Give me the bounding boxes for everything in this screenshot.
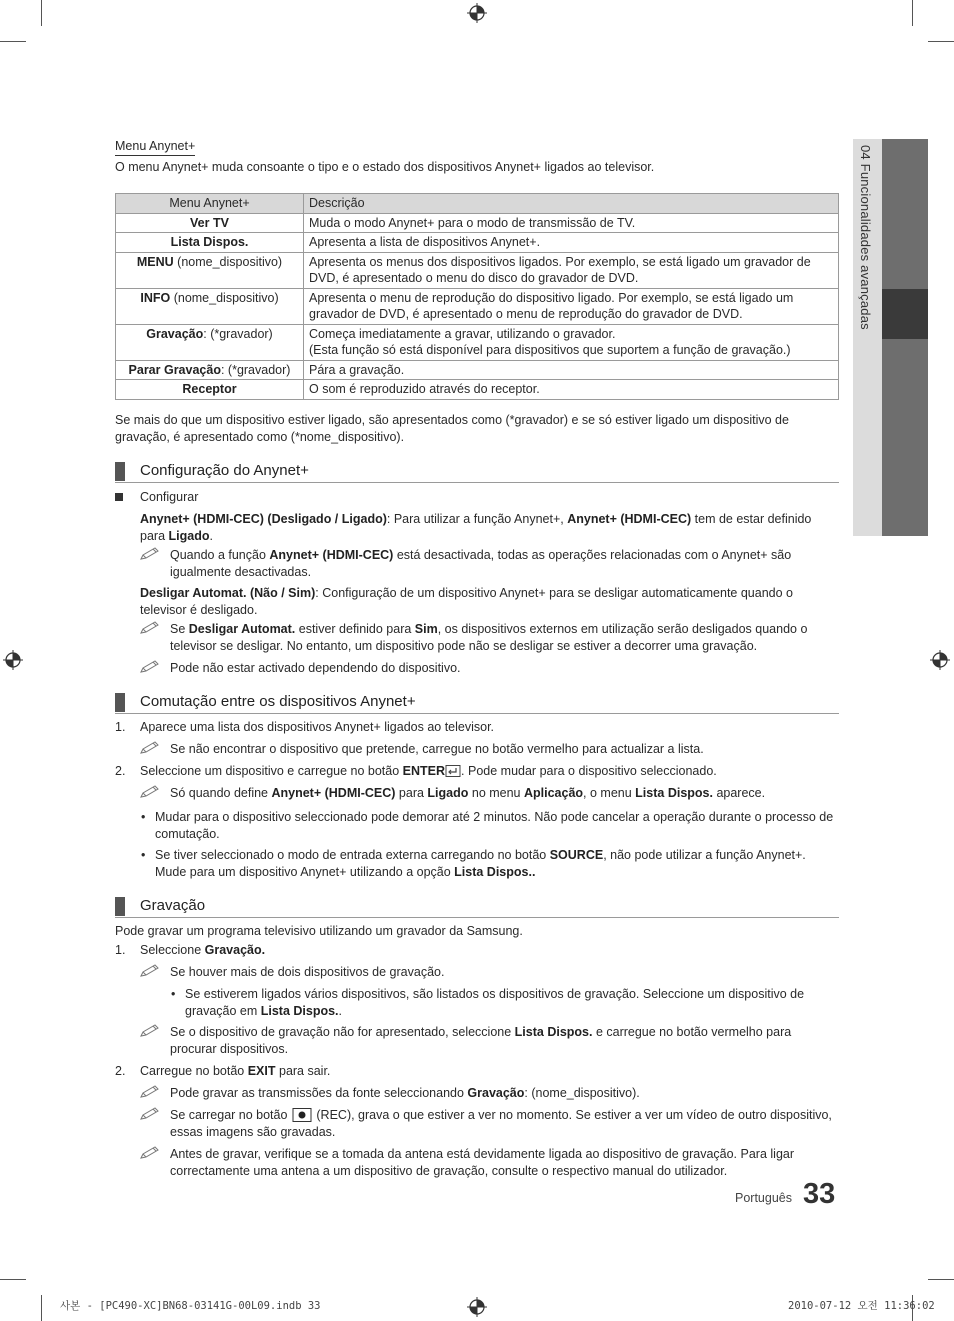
print-info-right: 2010-07-12 오전 11:36:02 <box>788 1300 935 1312</box>
crop-mark <box>0 41 26 42</box>
square-bullet-icon <box>115 493 123 501</box>
note: Quando a função Anynet+ (HDMI-CEC) está desactivada, todas as operações relacionadas com o Anynet+ são igualmente desactivadas. <box>115 547 839 581</box>
table-row <box>116 380 839 400</box>
note-pencil-icon <box>140 1146 160 1160</box>
step: 2. Carregue no botão EXIT para sair. <box>115 1063 331 1078</box>
section-header-record <box>115 895 839 918</box>
menu-anynet-title: Menu Anynet+ <box>115 138 195 156</box>
config-auto-off: Desligar Automat. (Não / Sim): Configuração de um dispositivo Anynet+ para se desligar automaticamente quando o televisor é desligado. <box>140 585 793 617</box>
table-cell-desc: Pára a gravação. <box>304 360 839 380</box>
step: 1. Seleccione Gravação. <box>115 942 266 957</box>
table-cell-desc: Apresenta a lista de dispositivos Anynet+. <box>304 233 839 253</box>
list-item: • Se estiverem ligados vários dispositivos, são listados os dispositivos de gravação. Seleccione um dispositivo de gravação em Lista Dispos.. <box>171 986 805 1018</box>
table-header-row <box>116 194 839 214</box>
section-title: Configuração do Anynet+ <box>140 461 309 479</box>
note-pencil-icon <box>140 547 160 561</box>
note: Antes de gravar, verifique se a tomada da antena está devidamente ligada ao dispositivo de gravação. Para ligar correctamente uma antena a um dispositivo de gravação, consulte o respectivo manual do utilizador. <box>115 1146 839 1180</box>
table-cell-key: Gravação: (*gravador) <box>116 324 304 360</box>
note: Se carregar no botão (REC), grava o que estiver a ver no momento. Se estiver a ver um vídeo de outro dispositivo, essas imagens são gravadas. <box>115 1107 839 1141</box>
chapter-label: 04 Funcionalidades avançadas <box>858 145 873 330</box>
registration-mark-icon <box>930 650 950 670</box>
note-pencil-icon <box>140 660 160 674</box>
page-content <box>115 138 839 1180</box>
section-bar <box>115 462 125 481</box>
registration-mark-icon <box>3 650 23 670</box>
section-header-switch <box>115 691 839 714</box>
crop-mark <box>41 0 42 26</box>
registration-mark-icon <box>467 3 487 23</box>
table-row <box>116 324 839 360</box>
section-bar <box>115 897 125 916</box>
step: 2. Seleccione um dispositivo e carregue no botão ENTER . Pode mudar para o dispositivo seleccionado. <box>115 763 717 778</box>
page-number: 33 <box>803 1178 836 1210</box>
table-cell-key: Receptor <box>116 380 304 400</box>
note-pencil-icon <box>140 964 160 978</box>
note-pencil-icon <box>140 621 160 635</box>
note: Pode não estar activado dependendo do dispositivo. <box>115 660 839 677</box>
note: Se houver mais de dois dispositivos de gravação. <box>115 964 839 981</box>
section-header-config <box>115 460 839 483</box>
crop-mark <box>41 1295 42 1321</box>
note-pencil-icon <box>140 1107 160 1121</box>
table-row <box>116 233 839 253</box>
table-cell-desc: Apresenta o menu de reprodução do dispositivo ligado. Por exemplo, se está ligado um gravador de DVD, é apresentado o menu de reprodução do gravador de DVD. <box>304 288 839 324</box>
note: Se Desligar Automat. estiver definido para Sim, os dispositivos externos em utilização serão desligados quando o televisor se desligar. No entanto, um dispositivo pode não se desligar se estiver a decorrer uma gravação. <box>115 621 839 655</box>
crop-mark <box>912 0 913 26</box>
crop-mark <box>928 1279 954 1280</box>
list-item: • Mudar para o dispositivo seleccionado pode demorar até 2 minutos. Não pode cancelar a operação durante o processo de comutação. <box>141 809 834 841</box>
list-item: • Se tiver seleccionado o modo de entrada externa carregando no botão SOURCE, não pode utilizar a função Anynet+. Mude para um dispositivo Anynet+ utilizando a opção Lista Dispos.. <box>141 847 806 879</box>
table-cell-key: INFO (nome_dispositivo) <box>116 288 304 324</box>
config-anynet-hdmi-cec: Anynet+ (HDMI-CEC) (Desligado / Ligado): Para utilizar a função Anynet+, Anynet+ (HDMI-CEC) tem de estar definido para Ligado. <box>140 511 812 543</box>
note-pencil-icon <box>140 785 160 799</box>
table-row <box>116 288 839 324</box>
table-header: Descrição <box>304 194 839 214</box>
page-footer <box>735 1178 840 1212</box>
note-pencil-icon <box>140 1024 160 1038</box>
table-row <box>116 252 839 288</box>
table-cell-desc: Apresenta os menus dos dispositivos ligados. Por exemplo, se está ligado um gravador de DVD, é apresentado o menu do disco do gravador de DVD. <box>304 252 839 288</box>
menu-anynet-after: Se mais do que um dispositivo estiver ligado, são apresentados como (*gravador) e se só estiver ligado um dispositivo de gravação, é apresentado como (*nome_dispositivo). <box>115 412 789 444</box>
crop-mark <box>0 1279 26 1280</box>
anynet-menu-table <box>115 193 839 400</box>
menu-anynet-block <box>115 138 839 446</box>
rec-button-icon <box>291 1108 313 1122</box>
table-cell-key: MENU (nome_dispositivo) <box>116 252 304 288</box>
table-cell-key: Ver TV <box>116 213 304 233</box>
table-cell-desc: O som é reproduzido através do receptor. <box>304 380 839 400</box>
bullet-dot-icon: • <box>141 847 146 862</box>
menu-anynet-intro: O menu Anynet+ muda consoante o tipo e o estado dos dispositivos Anynet+ ligados ao televisor. <box>115 160 655 174</box>
bullet-dot-icon: • <box>141 809 146 824</box>
note-pencil-icon <box>140 1085 160 1099</box>
table-cell-desc: Começa imediatamente a gravar, utilizando o gravador. (Esta função só está disponível para dispositivos que suportem a função de gravação.) <box>304 324 839 360</box>
note: Se não encontrar o dispositivo que pretende, carregue no botão vermelho para actualizar a lista. <box>115 741 839 758</box>
print-info-left: 사본 - [PC490-XC]BN68-03141G-00L09.indb 33 <box>60 1300 321 1312</box>
footer-language: Português <box>735 1191 792 1205</box>
enter-key-icon <box>445 765 461 777</box>
table-header: Menu Anynet+ <box>116 194 304 214</box>
side-tab-active-marker <box>882 289 928 339</box>
table-row <box>116 213 839 233</box>
table-cell-key: Parar Gravação: (*gravador) <box>116 360 304 380</box>
record-intro: Pode gravar um programa televisivo utilizando um gravador da Samsung. <box>115 923 523 938</box>
registration-mark-icon <box>467 1297 487 1317</box>
chapter-side-tab <box>853 139 928 536</box>
config-item: Configurar <box>115 489 839 506</box>
section-title: Gravação <box>140 896 206 914</box>
table-cell-key: Lista Dispos. <box>116 233 304 253</box>
table-cell-desc: Muda o modo Anynet+ para o modo de transmissão de TV. <box>304 213 839 233</box>
section-title: Comutação entre os dispositivos Anynet+ <box>140 692 416 710</box>
crop-mark <box>928 41 954 42</box>
note: Pode gravar as transmissões da fonte seleccionando Gravação: (nome_dispositivo). <box>115 1085 839 1102</box>
table-row <box>116 360 839 380</box>
note: Se o dispositivo de gravação não for apresentado, seleccione Lista Dispos. e carregue no botão vermelho para procurar dispositivos. <box>115 1024 839 1058</box>
note: Só quando define Anynet+ (HDMI-CEC) para Ligado no menu Aplicação, o menu Lista Dispos. aparece. <box>115 785 839 802</box>
step: 1. Aparece uma lista dos dispositivos Anynet+ ligados ao televisor. <box>115 719 495 734</box>
note-pencil-icon <box>140 741 160 755</box>
section-bar <box>115 693 125 712</box>
bullet-dot-icon: • <box>171 986 176 1001</box>
